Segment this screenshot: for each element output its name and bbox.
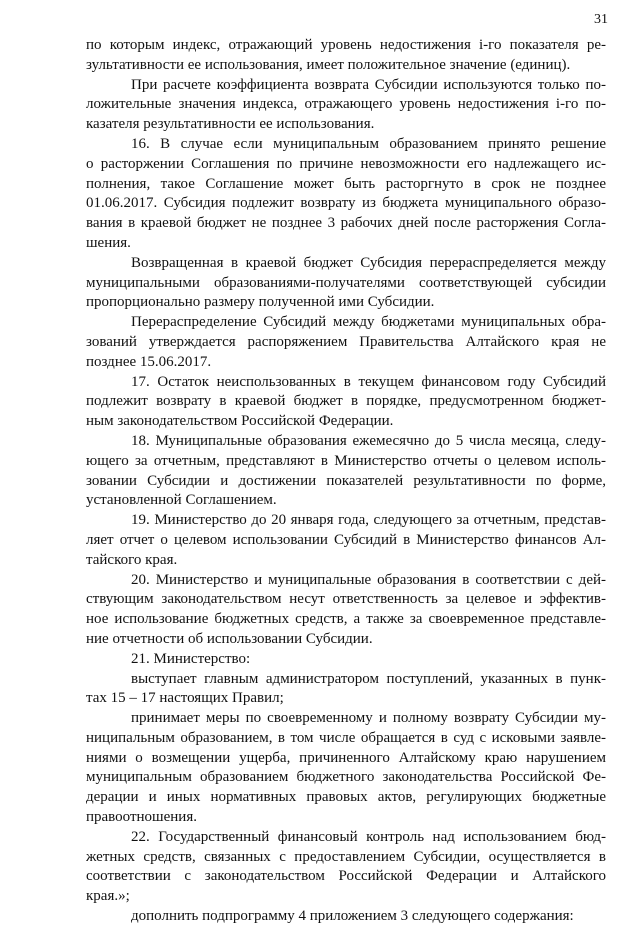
text-line: казателя результативности ее использования. — [86, 116, 375, 133]
text-line: ным законодательством Российской Федерации. — [86, 413, 394, 430]
page-number: 31 — [594, 12, 608, 27]
text-line: края.»; — [86, 888, 130, 905]
text-line: вания в краевой бюджет не позднее 3 рабочих дней после расторжения Согла- — [86, 215, 606, 232]
text-line: тах 15 – 17 настоящих Правил; — [86, 690, 284, 707]
text-line: правоотношения. — [86, 809, 197, 826]
text-line: подлежит возврату в краевой бюджет в порядке, предусмотренном бюджет- — [86, 393, 606, 410]
text-line: жетных средств, связанных с предоставлением Субсидии, осуществляется в — [86, 848, 606, 865]
text-line: ляет отчет о целевом использовании Субсидий в Министерство финансов Ал- — [86, 531, 606, 548]
paragraph-p-21-admin — [86, 670, 606, 710]
text-line: пропорционально размеру полученной ими Субсидии. — [86, 294, 435, 311]
text-line: 20. Министерство и муниципальные образования в соответствии с дей- — [131, 571, 606, 588]
text-line: ющего за отчетным, представляют в Министерство отчеты о целевом исполь- — [86, 452, 606, 469]
text-line: выступает главным администратором поступлений, указанных в пунк- — [131, 670, 606, 687]
text-line: шения. — [86, 234, 131, 251]
text-line: полнения, такое Соглашение может быть расторгнуто в срок не позднее — [86, 175, 606, 192]
text-line: зультативности ее использования, имеет положительное значение (единиц). — [86, 56, 571, 73]
text-line: соответствии с законодательством Российской Федерации и Алтайского — [86, 868, 606, 885]
text-line: муниципальным образованием бюджетного законодательства Российской Фе- — [86, 769, 606, 786]
text-line: зовании Субсидии и достижении показателей результативности по форме, — [86, 472, 606, 489]
paragraph-p-continuation — [86, 36, 606, 76]
paragraph-p-21 — [86, 650, 606, 670]
text-line: тайского края. — [86, 551, 178, 568]
text-line: установленной Соглашением. — [86, 492, 277, 509]
text-line: Возвращенная в краевой бюджет Субсидия перераспределяется между — [131, 254, 606, 271]
text-line: о расторжении Соглашения по причине невозможности его надлежащего ис- — [86, 155, 606, 172]
text-line: позднее 15.06.2017. — [86, 353, 212, 370]
text-line: 21. Министерство: — [131, 650, 251, 667]
paragraph-p-18 — [86, 432, 606, 511]
text-line: 01.06.2017. Субсидия подлежит возврату из бюджета муниципального образо- — [86, 195, 606, 212]
paragraph-p-supplement — [86, 907, 606, 927]
text-line: ствующим законодательством несут ответственность за целевое и эффектив- — [86, 591, 606, 608]
text-line: дерации и иных нормативных правовых актов, регулирующих бюджетные — [86, 789, 606, 806]
paragraph-p-redistribution — [86, 313, 606, 372]
text-line: 18. Муниципальные образования ежемесячно до 5 числа месяца, следу- — [131, 432, 606, 449]
text-line: зований утверждается распоряжением Правительства Алтайского края не — [86, 333, 606, 350]
document-body — [86, 36, 606, 927]
text-line: При расчете коэффициента возврата Субсидии используются только по- — [131, 76, 606, 93]
paragraph-p-20 — [86, 571, 606, 650]
text-line: ложительные значения индекса, отражающего уровень недостижения i-го по- — [86, 96, 606, 113]
text-line: принимает меры по своевременному и полному возврату Субсидии му- — [131, 710, 606, 727]
text-line: ниями о возмещении ущерба, причиненного Алтайскому краю нарушением — [86, 749, 606, 766]
text-line: по которым индекс, отражающий уровень недостижения i-го показателя ре- — [86, 37, 606, 53]
text-line: 22. Государственный финансовый контроль над использованием бюд- — [131, 828, 606, 845]
paragraph-p-21-measures — [86, 709, 606, 828]
text-line: 16. В случае если муниципальным образованием принято решение — [131, 135, 606, 152]
paragraph-p-coefficient — [86, 76, 606, 135]
text-line: ниципальным образованием, в том числе обращается в суд с исковыми заявле- — [86, 729, 606, 746]
text-line: муниципальными образованиями-получателями соответствующей субсидии — [86, 274, 606, 291]
paragraph-p-22 — [86, 828, 606, 907]
text-line: ное использование бюджетных средств, а также за своевременное представле- — [86, 611, 606, 628]
paragraph-p-16 — [86, 135, 606, 254]
text-line: ние отчетности об использовании Субсидии. — [86, 630, 373, 647]
paragraph-p-19 — [86, 511, 606, 570]
text-line: 17. Остаток неиспользованных в текущем финансовом году Субсидий — [131, 373, 606, 390]
paragraph-p-17 — [86, 373, 606, 432]
text-line: дополнить подпрограмму 4 приложением 3 следующего содержания: — [131, 908, 574, 925]
text-line: Перераспределение Субсидий между бюджетами муниципальных обра- — [131, 314, 606, 331]
text-line: 19. Министерство до 20 января года, следующего за отчетным, представ- — [131, 512, 606, 529]
paragraph-p-returned — [86, 254, 606, 313]
